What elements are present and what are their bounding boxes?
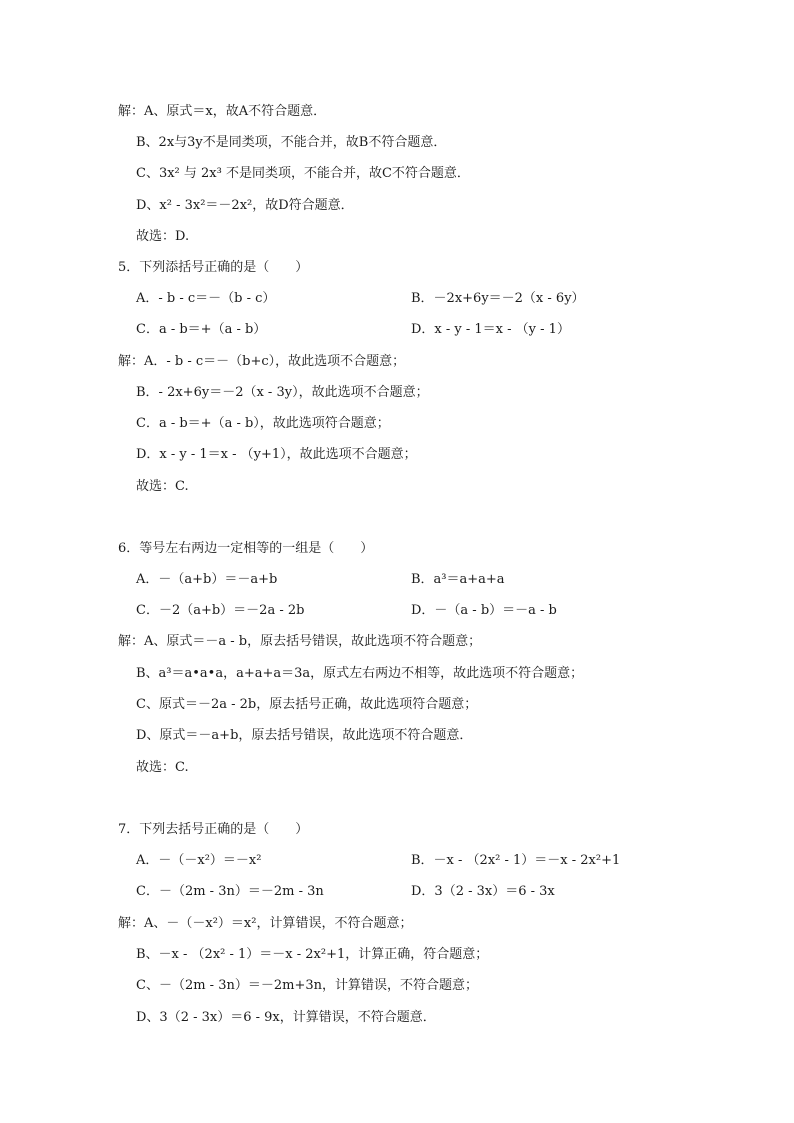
q6-solution-line-2: B、a³＝a•a•a，a+a+a＝3a，原式左右两边不相等，故此选项不符合题意； [136, 666, 584, 681]
q6-stem: 6．等号左右两边一定相等的一组是（ ） [118, 541, 374, 556]
q6-answer: 故选：C. [136, 760, 189, 775]
q4-solution-line-2: B、2x与3y不是同类项，不能合并，故B不符合题意． [136, 135, 447, 150]
q7-option-c: C．－（2m - 3n）＝－2m - 3n [136, 884, 324, 899]
q6-option-b: B．a³＝a+a+a [411, 572, 505, 587]
q6-option-c: C．－2（a+b）＝－2a - 2b [136, 603, 305, 618]
q6-solution-line-1: 解：A、原式＝－a - b，原去括号错误，故此选项不符合题意； [118, 634, 482, 649]
q7-option-a: A．－（－x²）＝－x² [136, 853, 262, 868]
q5-option-b: B．－2x+6y＝－2（x - 6y） [411, 291, 585, 306]
q5-answer: 故选：C. [136, 479, 189, 494]
q6-option-a: A．－（a+b）＝－a+b [136, 572, 278, 587]
q7-solution-line-1: 解：A、－（－x²）＝x²，计算错误，不符合题意； [118, 916, 413, 931]
q5-stem: 5．下列添括号正确的是（ ） [118, 260, 309, 275]
q6-solution-line-4: D、原式＝－a+b，原去括号错误，故此选项不符合题意． [136, 728, 473, 743]
q5-option-d: D．x - y - 1＝x - （y - 1） [411, 322, 570, 337]
q5-solution-line-2: B．- 2x+6y＝－2（x - 3y），故此选项不合题意； [136, 385, 429, 400]
q5-solution-line-4: D．x - y - 1＝x - （y+1），故此选项不合题意； [136, 447, 417, 462]
q7-solution-line-3: C、－（2m - 3n）＝－2m+3n，计算错误，不符合题意； [136, 978, 478, 993]
q7-solution-line-4: D、3（2 - 3x）＝6 - 9x，计算错误，不符合题意． [136, 1010, 436, 1025]
q7-solution-line-2: B、－x - （2x² - 1）＝－x - 2x²+1，计算正确，符合题意； [136, 947, 489, 962]
q7-stem: 7．下列去括号正确的是（ ） [118, 822, 309, 837]
q5-solution-line-1: 解：A．- b - c＝－（b+c），故此选项不合题意； [118, 354, 406, 369]
q5-solution-line-3: C．a - b＝+（a - b），故此选项符合题意； [136, 416, 390, 431]
q6-option-d: D．－（a - b）＝－a - b [411, 603, 557, 618]
q4-solution-line-3: C、3x² 与 2x³ 不是同类项，不能合并，故C不符合题意． [136, 166, 470, 181]
q4-solution-line-4: D、x² - 3x²＝－2x²，故D符合题意． [136, 198, 354, 213]
q6-solution-line-3: C、原式＝－2a - 2b，原去括号正确，故此选项符合题意； [136, 697, 478, 712]
q4-solution-line-1: 解：A、原式＝x，故A不符合题意． [118, 104, 327, 119]
q7-option-b: B．－x - （2x² - 1）＝－x - 2x²+1 [411, 853, 621, 868]
q4-answer: 故选：D. [136, 229, 190, 244]
q5-option-a: A．- b - c＝－（b - c） [136, 291, 276, 306]
q5-option-c: C．a - b＝+（a - b） [136, 322, 267, 337]
q7-option-d: D．3（2 - 3x）＝6 - 3x [411, 884, 555, 899]
